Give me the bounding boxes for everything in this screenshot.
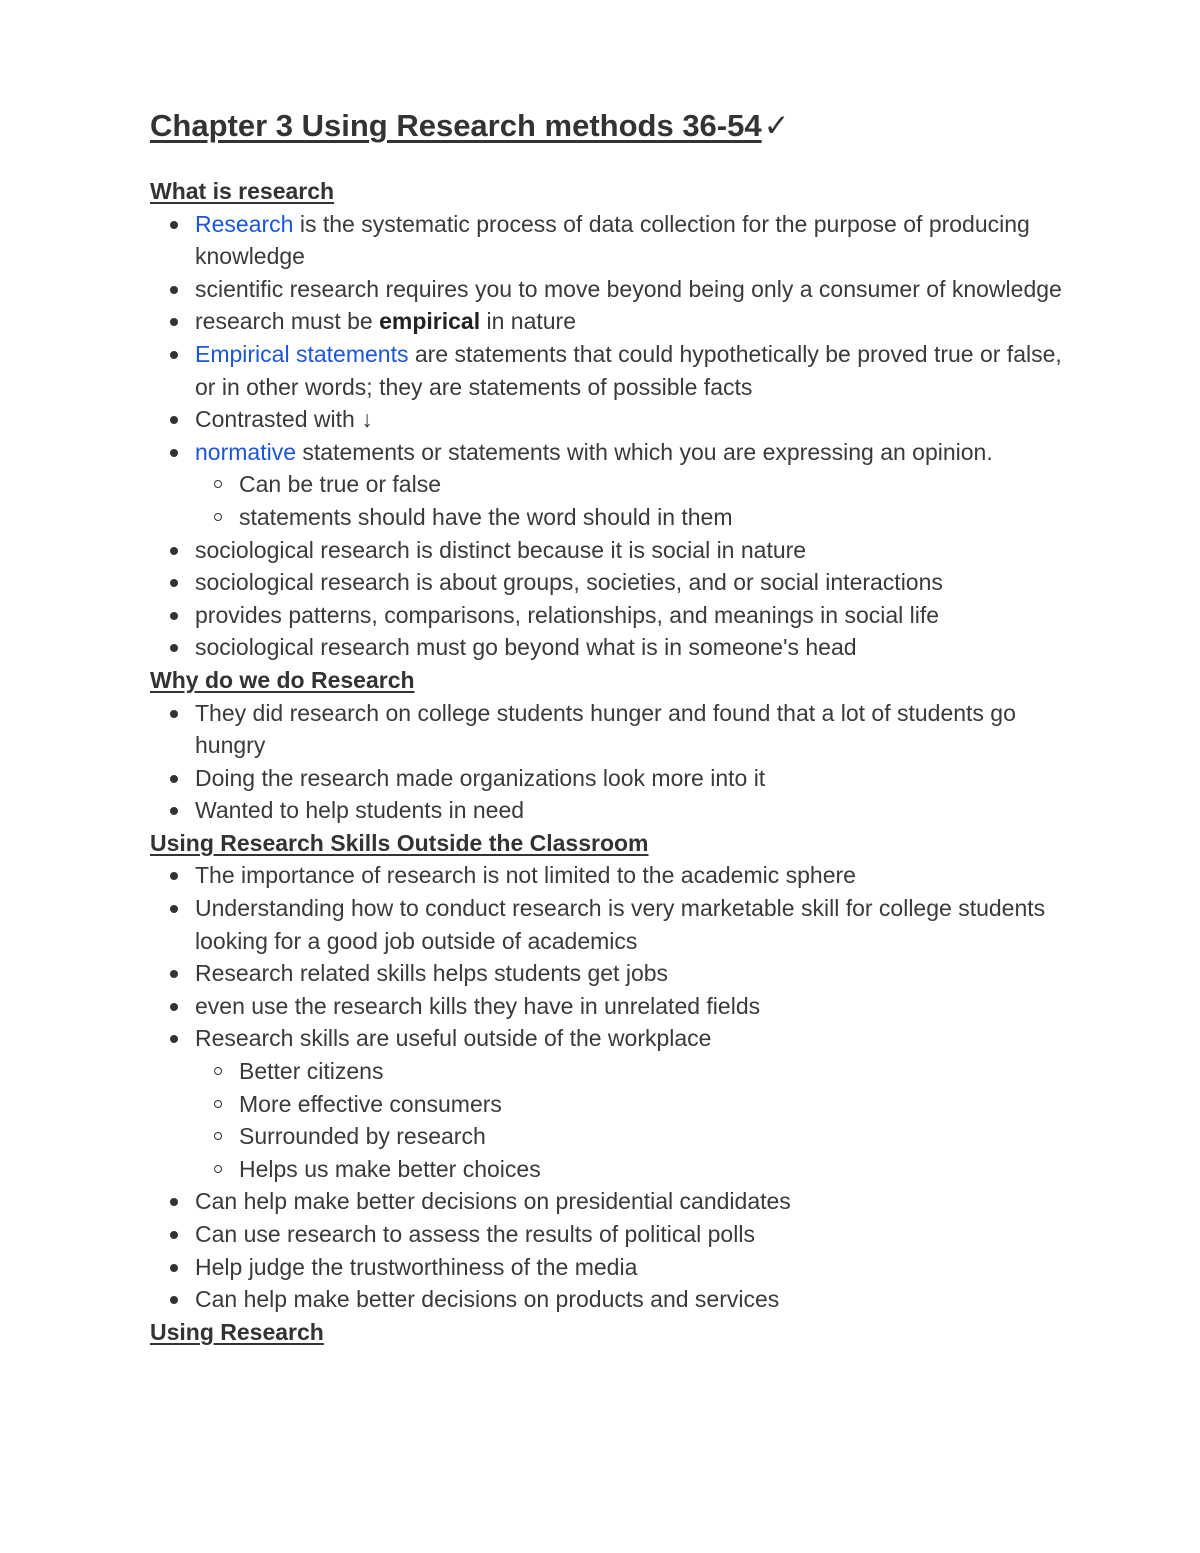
list-item: provides patterns, comparisons, relationships, and meanings in social life [150, 599, 1070, 632]
list-item: Research related skills helps students get jobs [150, 957, 1070, 990]
list-item: research must be empirical in nature [150, 305, 1070, 338]
list-item: Contrasted with ↓ [150, 403, 1070, 436]
list-item: Research skills are useful outside of the workplace [150, 1022, 1070, 1055]
sub-list-item: More effective consumers [150, 1088, 1070, 1121]
list-item: sociological research must go beyond what is in someone's head [150, 631, 1070, 664]
term-link: Research [195, 210, 294, 237]
list-item: scientific research requires you to move beyond being only a consumer of knowledge [150, 273, 1070, 306]
sub-list-item: Helps us make better choices [150, 1153, 1070, 1186]
section-heading-skills-outside: Using Research Skills Outside the Classroom [150, 829, 649, 856]
section-heading-using-research: Using Research [150, 1318, 324, 1345]
list-item: Can help make better decisions on presidential candidates [150, 1185, 1070, 1218]
title-text: Chapter 3 Using Research methods 36-54 [150, 108, 762, 143]
bullet-list-why-research [150, 697, 1070, 827]
document-page [150, 104, 1070, 1348]
list-item: Can help make better decisions on products and services [150, 1283, 1070, 1316]
list-item: sociological research is about groups, societies, and or social interactions [150, 566, 1070, 599]
sub-list-item: Surrounded by research [150, 1120, 1070, 1153]
section-heading-why-research: Why do we do Research [150, 666, 415, 693]
list-item: Understanding how to conduct research is very marketable skill for college students looking for a good job outside of academics [150, 892, 1070, 957]
list-item: normative statements or statements with which you are expressing an opinion. [150, 436, 1070, 469]
list-item: Doing the research made organizations look more into it [150, 762, 1070, 795]
section-heading-what-is-research: What is research [150, 178, 335, 204]
checkmark-icon: ✓ [763, 108, 790, 143]
list-item: Can use research to assess the results of political polls [150, 1218, 1070, 1251]
sub-list-item: statements should have the word should in them [150, 501, 1070, 534]
term-link: normative [195, 438, 296, 465]
list-item: They did research on college students hunger and found that a lot of students go hungry [150, 697, 1070, 762]
list-item: The importance of research is not limited to the academic sphere [150, 859, 1070, 892]
list-item: sociological research is distinct because it is social in nature [150, 534, 1070, 567]
document-title [150, 104, 1070, 148]
list-item: Empirical statements are statements that could hypothetically be proved true or false, or in other words; they are statements of possible facts [150, 338, 1070, 403]
list-item: Wanted to help students in need [150, 794, 1070, 827]
list-item: Research is the systematic process of data collection for the purpose of producing knowledge [150, 208, 1070, 273]
list-item: Help judge the trustworthiness of the media [150, 1251, 1070, 1284]
bullet-list-skills-outside [150, 859, 1070, 1315]
sub-list-item: Can be true or false [150, 468, 1070, 501]
bullet-list-what-is-research [150, 208, 1070, 664]
sub-list-item: Better citizens [150, 1055, 1070, 1088]
bold-term: empirical [379, 308, 481, 335]
list-item: even use the research kills they have in unrelated fields [150, 990, 1070, 1023]
term-link: Empirical statements [195, 340, 409, 367]
